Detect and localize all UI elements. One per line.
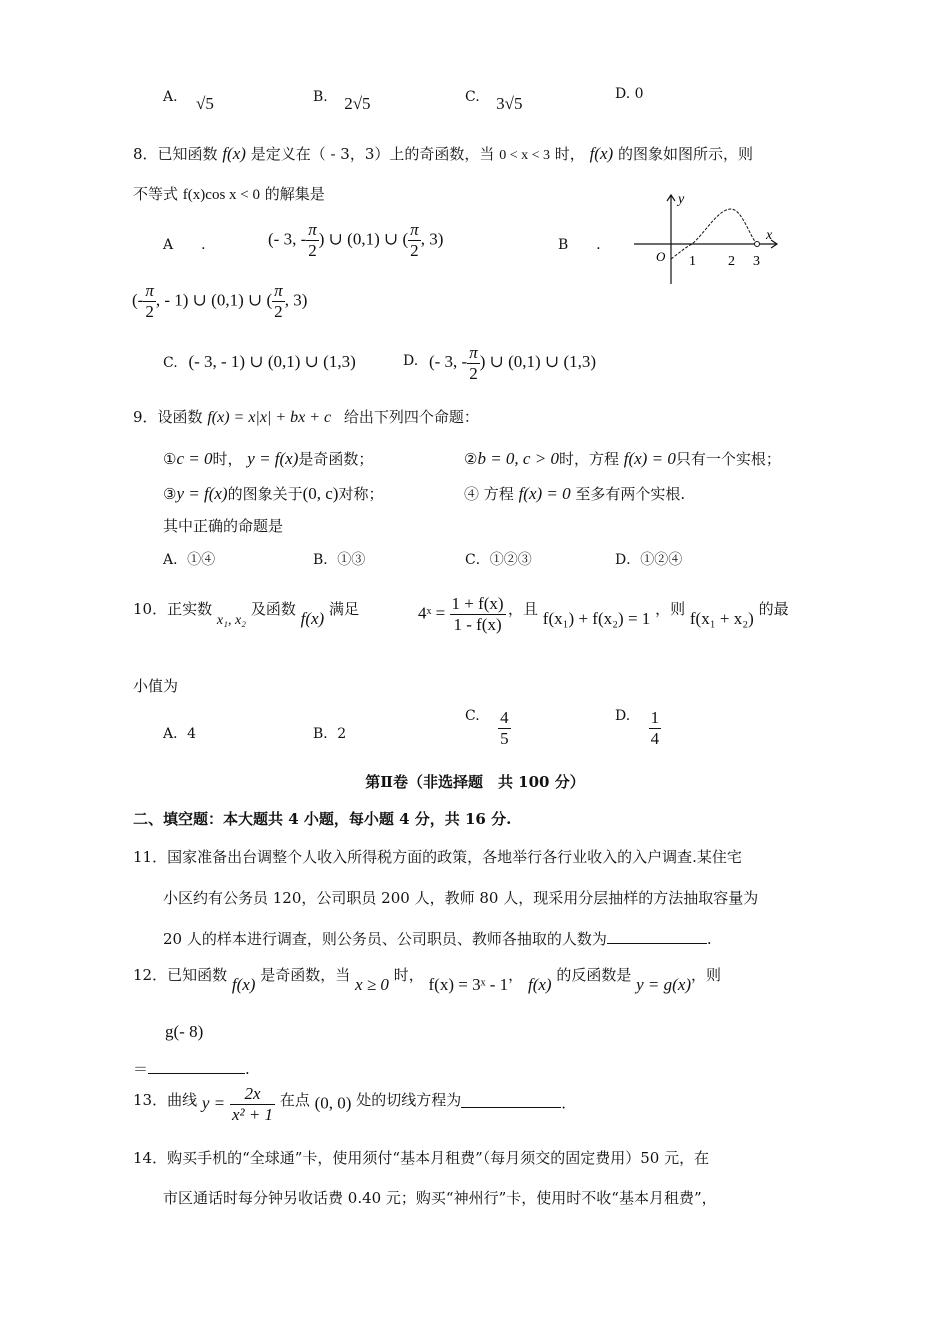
tick-2: 2	[728, 254, 735, 269]
tick-1: 1	[689, 254, 696, 269]
q7-option-c-value: 3√5	[496, 94, 523, 113]
q10-line1-rest: ，且 f(x₁) + f(x₂) = 1 ，则 f(x₁ + x₂) 的最	[508, 600, 789, 628]
q12-answer-blank[interactable]	[148, 1059, 245, 1074]
q8-option-a-label: A ．	[163, 237, 216, 253]
q7-option-b-value: 2√5	[344, 94, 371, 113]
q14-line1: 14．购买手机的“全球通”卡，使用须付“基本月租费”（每月须交的固定费用）50 元，在	[133, 1149, 710, 1167]
q8-option-a: (- 3, - $\frac{\pi}{2}$ ) ∪ (0,1) ∪ ( $\frac{\pi}{2}$ , 3)	[268, 220, 444, 260]
q10-line1: 10．正实数 x₁, x₂ 及函数 f(x) 满足	[133, 600, 360, 628]
q12-line1: 12．已知函数 f(x) 是奇函数，当 x ≥ 0 时， f(x) = 3ˣ - 1， f(x) 的反函数是 y = g(x)，则	[133, 966, 722, 994]
q11-line1: 11．国家准备出台调整个人收入所得税方面的政策，各地举行各行业收入的入户调查.某住宅	[133, 848, 742, 866]
origin-label: O	[656, 249, 666, 264]
q8-option-b: (- $\frac{\pi}{2}$ , - 1) ∪ (0,1) ∪ ( $\frac{\pi}{2}$ , 3)	[132, 281, 308, 321]
q7-option-b: B. 2√5	[313, 89, 371, 113]
q13-line: 13．曲线 y = $\frac{2x}{\text{x² + 1}}$ 在点 (0, 0) 处的切线方程为 .	[133, 1084, 567, 1124]
q9-proposition-4: ④ 方程 f(x) = 0 至多有两个实根.	[464, 484, 686, 503]
section-heading: 二、填空题：本大题共 4 小题，每小题 4 分，共 16 分.	[133, 810, 512, 828]
q9-option-b: B．①③	[313, 552, 366, 568]
x-label: x	[766, 228, 773, 243]
q8-line2: 不等式 f(x)cos x < 0 的解集是	[133, 185, 325, 203]
q12-line2: g(- 8)	[165, 1022, 204, 1041]
q11-answer-blank[interactable]	[607, 929, 707, 944]
q8-option-c: C. (- 3, - 1) ∪ (0,1) ∪ (1,3)	[163, 352, 356, 371]
q9-proposition-1: ①c = 0时， y = f(x)是奇函数；	[163, 449, 374, 468]
q10-option-a: A．4	[163, 726, 197, 742]
q10-equation: 4ˣ = $\frac{1 + f(x)}{1 - f(x)}$	[418, 594, 504, 634]
q9-proposition-3: ③y = f(x)的图象关于(0, c)对称；	[163, 484, 384, 503]
q14-line2: 市区通话时每分钟另收话费 0.40 元；购买“神州行”卡，使用时不收“基本月租费”，	[163, 1189, 717, 1207]
q10-option-d: D. $\frac{1}{4}$	[615, 708, 660, 748]
q7-option-c: C. 3√5	[465, 89, 523, 113]
q8-line1: 8．已知函数 f(x) 是定义在（ - 3，3）上的奇函数，当 0 < x < 3 时， f(x) 的图象如图所示，则	[133, 144, 753, 163]
q11-line2: 小区约有公务员 120，公司职员 200 人，教师 80 人，现采用分层抽样的方法抽取容量为	[163, 889, 759, 907]
q9-proposition-2: ②b = 0, c > 0时，方程 f(x) = 0只有一个实根；	[464, 449, 781, 468]
q11-line3: 20 人的样本进行调查，则公务员、公司职员、教师各抽取的人数为 .	[163, 930, 712, 948]
q9-option-a: A．①④	[163, 552, 216, 568]
q9-option-c: C．①②③	[465, 552, 532, 568]
q13-answer-blank[interactable]	[461, 1093, 561, 1108]
q10-option-b: B．2	[313, 726, 347, 742]
endpoint-open-circle	[755, 242, 760, 247]
q9-option-d: D．①②④	[615, 552, 683, 568]
q7-option-d: D. 0	[615, 86, 644, 102]
q9-question: 其中正确的命题是	[163, 517, 284, 535]
q10-option-c: C. $\frac{4}{5}$	[465, 708, 509, 748]
q8-option-d: D. (- 3, - $\frac{\pi}{2}$ ) ∪ (0,1) ∪ (1,3)	[403, 343, 597, 383]
y-label: y	[678, 192, 685, 207]
q10-line2: 小值为	[133, 677, 179, 695]
q9-line1: 9．设函数 f(x) = x|x| + bx + c 给出下列四个命题：	[133, 408, 479, 426]
section-title: 第Ⅱ卷（非选择题 共 100 分）	[365, 773, 585, 791]
tick-3: 3	[753, 254, 760, 269]
q7-option-a: A. √5	[163, 89, 214, 113]
q8-option-b-label: B ．	[558, 237, 611, 253]
function-curve	[671, 209, 757, 259]
q8-graph	[634, 187, 784, 287]
q7-option-a-value: √5	[196, 94, 214, 113]
q12-line3: ＝ .	[133, 1060, 250, 1078]
